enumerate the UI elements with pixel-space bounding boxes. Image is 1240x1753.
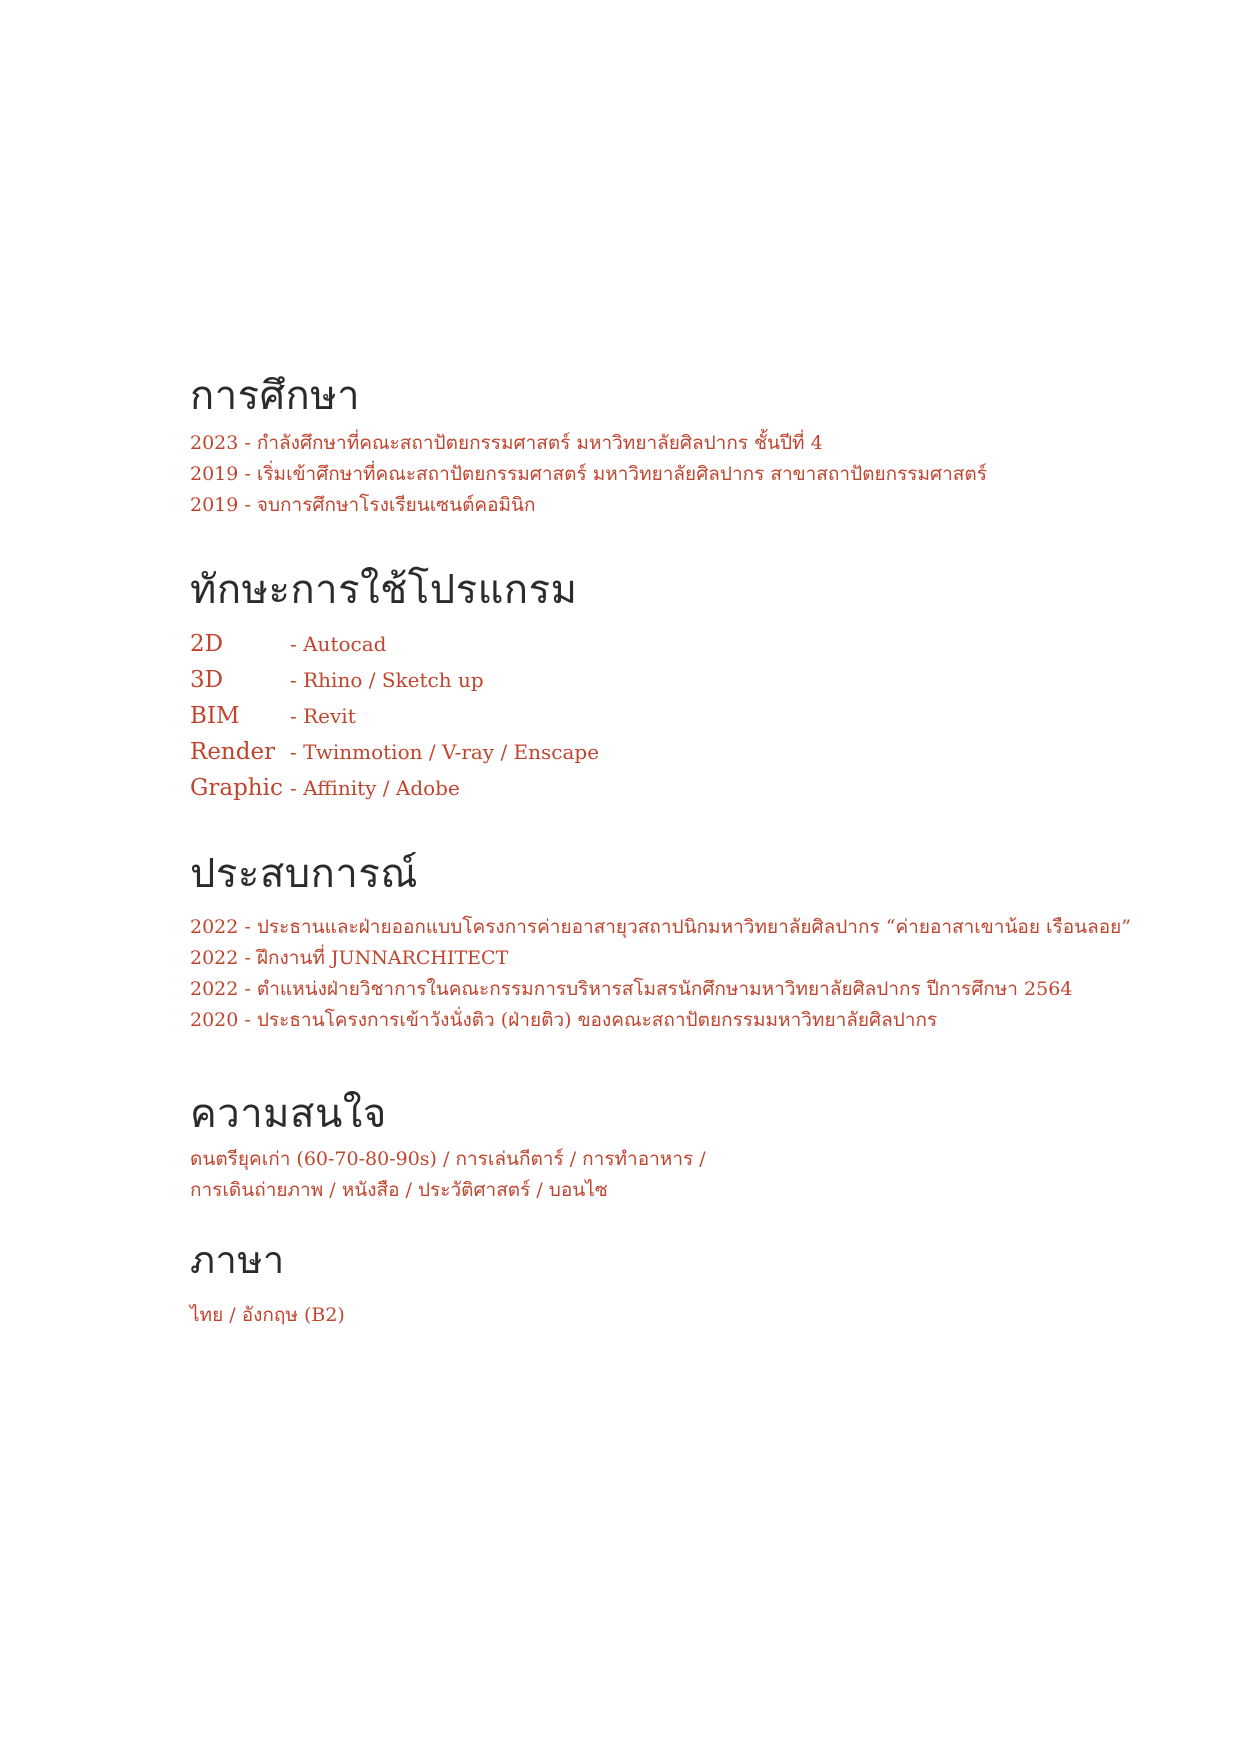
software-skills-section [190,566,1150,806]
skill-category-2d: 2D [190,631,224,657]
interests-line: การเดินถ่ายภาพ / หนังสือ / ประวัติศาสตร์ / บอนไซ [190,1179,608,1201]
experience-item: 2022 - ประธานและฝ่ายออกแบบโครงการค่ายอาสายุวสถาปนิกมหาวิทยาลัยศิลปากร “ค่ายอาสาเขาน้อย เรือนลอย” [190,916,1132,938]
experience-item: 2022 - ตำแหน่งฝ่ายวิชาการในคณะกรรมการบริหารสโมสรนักศึกษามหาวิทยาลัยศิลปากร ปีการศึกษา 2564 [190,978,1073,1000]
interests-line: ดนตรียุคเก่า (60-70-80-90s) / การเล่นกีตาร์ / การทำอาหาร / [190,1148,706,1170]
interests-section [190,1090,1150,1206]
education-heading: การศึกษา [190,373,361,419]
experience-heading: ประสบการณ์ [190,851,418,897]
skill-category-render: Render [190,739,276,765]
language-list [190,1300,1150,1331]
skill-value-render: - Twinmotion / V-ray / Enscape [290,740,600,764]
experience-list [190,912,1150,1036]
language-section [190,1236,1150,1331]
skill-value-2d: - Autocad [290,632,387,656]
education-list [190,428,1150,521]
software-skills-list [190,626,1150,806]
skill-value-3d: - Rhino / Sketch up [290,668,484,692]
language-heading: ภาษา [190,1238,285,1282]
language-item: ไทย / อังกฤษ (B2) [190,1304,345,1326]
skill-category-bim: BIM [190,703,240,729]
education-item: 2019 - เริ่มเข้าศึกษาที่คณะสถาปัตยกรรมศาสตร์ มหาวิทยาลัยศิลปากร สาขาสถาปัตยกรรมศาสตร์ [190,463,987,485]
education-item: 2019 - จบการศึกษาโรงเรียนเซนต์คอมินิก [190,494,536,516]
experience-item: 2020 - ประธานโครงการเข้าวังนั่งติว (ฝ่ายติว) ของคณะสถาปัตยกรรมมหาวิทยาลัยศิลปากร [190,1009,938,1031]
software-skills-heading: ทักษะการใช้โปรแกรม [190,567,578,613]
interests-heading: ความสนใจ [190,1091,387,1137]
interests-list [190,1144,1150,1206]
experience-item: 2022 - ฝึกงานที่ JUNNARCHITECT [190,947,509,969]
skill-category-3d: 3D [190,667,224,693]
skill-value-bim: - Revit [290,704,356,728]
education-item: 2023 - กำลังศึกษาที่คณะสถาปัตยกรรมศาสตร์ มหาวิทยาลัยศิลปากร ชั้นปีที่ 4 [190,432,823,454]
skill-category-graphic: Graphic [190,775,283,801]
skill-value-graphic: - Affinity / Adobe [290,776,460,800]
experience-section [190,850,1150,1036]
education-section [190,372,1150,521]
